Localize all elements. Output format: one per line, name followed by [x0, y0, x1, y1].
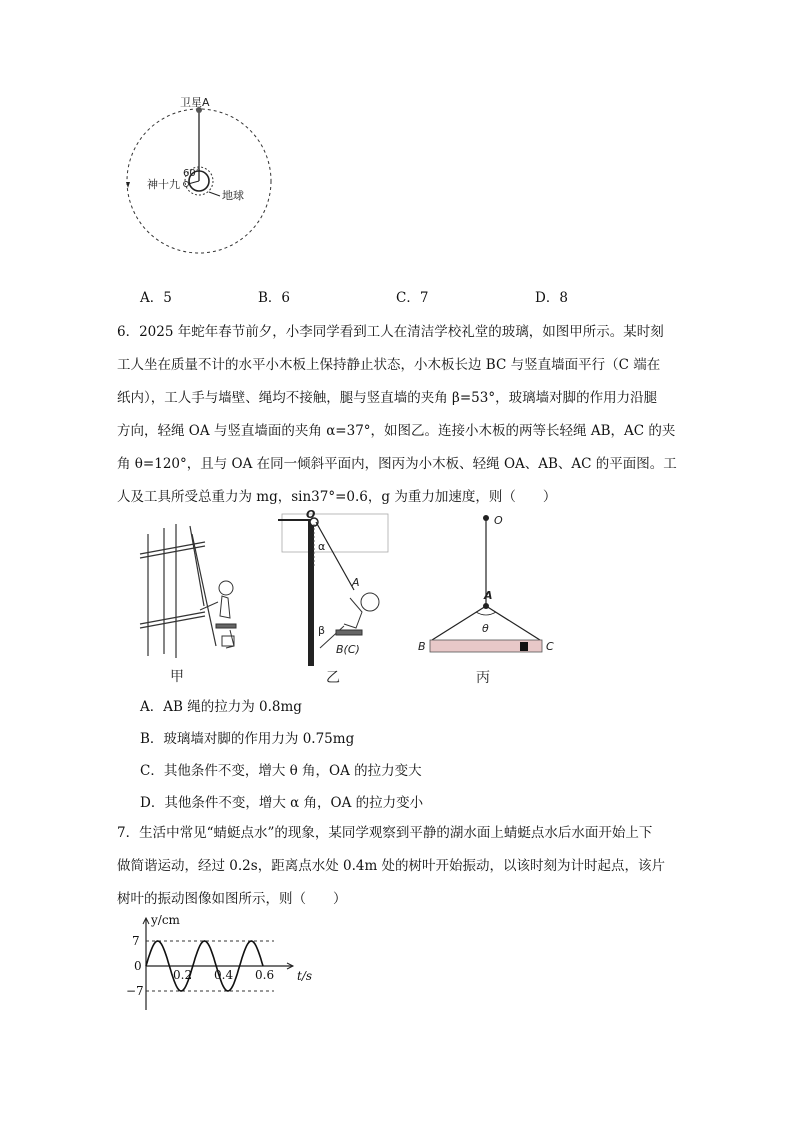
bing-label-a: A: [484, 589, 493, 602]
x-tick-label: 0.6: [255, 968, 275, 982]
figure-bing: [418, 514, 554, 686]
caption-bing: 丙: [476, 670, 490, 686]
bing-label-c: C: [546, 640, 554, 653]
yi-label-o: O: [306, 508, 316, 521]
figure-jia: [140, 524, 236, 685]
q6-option-c: C．其他条件不变，增大 θ 角，OA 的拉力变大: [140, 763, 422, 779]
yi-label-a: A: [352, 576, 360, 589]
y-tick-label-top: 7: [132, 934, 140, 948]
q6-line-3: 纸内），工人手与墙壁、绳均不接触，腿与竖直墙的夹角 β=53°，玻璃墙对脚的作用力沿腿: [117, 390, 658, 406]
q7-vibration-chart: [118, 910, 328, 1015]
q5-option-b: B．6: [258, 290, 291, 306]
yi-label-alpha: α: [318, 540, 326, 553]
bing-label-o: O: [494, 514, 503, 527]
q6-line-6: 人及工具所受总重力为 mg，sin37°=0.6，g 为重力加速度，则（ ）: [117, 489, 557, 505]
earth-pointer: [209, 192, 220, 196]
q5-option-d: D．8: [535, 290, 568, 306]
q6-line-1: 6．2025 年蛇年春节前夕，小李同学看到工人在清洁学校礼堂的玻璃，如图甲所示。某时刻: [117, 324, 664, 340]
q6-option-d: D．其他条件不变，增大 α 角，OA 的拉力变小: [140, 795, 424, 811]
orbit-arrow: [126, 182, 130, 188]
q7-line-3: 树叶的振动图像如图所示，则（ ）: [117, 891, 347, 907]
worker-yi: [320, 593, 379, 648]
spacecraft-dot: [184, 182, 189, 187]
q6-option-b: B．玻璃墙对脚的作用力为 0.75mg: [140, 731, 355, 747]
worker-jia: [200, 581, 236, 648]
q6-question-text: [117, 316, 687, 514]
yi-label-bc: B(C): [336, 643, 360, 656]
x-tick-label: 0.4: [214, 968, 234, 982]
satellite-label: 卫星A: [180, 96, 210, 109]
q7-question-text: [117, 817, 687, 916]
bing-label-theta: θ: [482, 622, 489, 635]
q6-option-a: A．AB 绳的拉力为 0.8mg: [140, 699, 302, 715]
caption-yi: 乙: [326, 670, 340, 686]
q7-line-1: 7．生活中常见“蜻蜓点水”的现象，某同学观察到平静的湖水面上蜻蜓点水后水面开始上下: [117, 825, 653, 841]
q6-line-4: 方向，轻绳 OA 与竖直墙面的夹角 α=37°，如图乙。连接小木板的两等长轻绳 AB，AC 的夹: [117, 423, 676, 439]
q5-orbit-figure: [110, 96, 300, 276]
y-tick-label-zero: 0: [134, 959, 142, 973]
q7-line-2: 做简谐运动，经过 0.2s，距离点水处 0.4m 处的树叶开始振动，以该时刻为计时起点，该片: [117, 858, 666, 874]
yi-label-beta: β: [318, 624, 326, 637]
q5-option-c: C．7: [396, 290, 429, 306]
q6-line-5: 角 θ=120°，且与 OA 在同一倾斜平面内，图丙为小木板、轻绳 OA、AB、AC 的平面图。工: [117, 456, 677, 472]
spacecraft-label: 神十九: [147, 178, 180, 191]
caption-jia: 甲: [170, 669, 184, 685]
figure-yi: [278, 508, 388, 686]
q6-line-2: 工人坐在质量不计的水平小木板上保持静止状态，小木板长边 BC 与竖直墙面平行（C 端在: [117, 357, 661, 373]
angle-label: 60°: [183, 168, 201, 179]
earth-label: 地球: [222, 189, 244, 202]
q6-figures: [130, 506, 570, 688]
q5-option-a: A．5: [140, 290, 172, 306]
y-axis-label: y/cm: [151, 913, 180, 927]
x-axis-label: t/s: [297, 969, 313, 983]
y-tick-label-bottom: −7: [126, 984, 144, 998]
x-tick-label: 0.2: [173, 968, 193, 982]
bing-label-b: B: [418, 640, 426, 653]
